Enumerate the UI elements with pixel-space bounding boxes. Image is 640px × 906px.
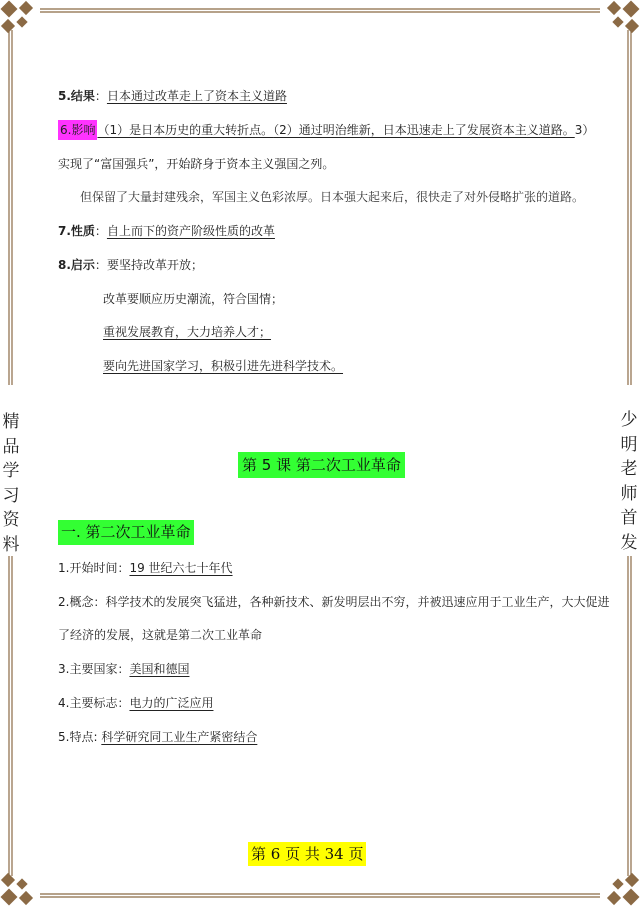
impact-part1: （1）是日本历史的重大转折点。 (97, 123, 274, 137)
start-time-label: 1.开始时间： (58, 561, 130, 575)
start-time-value: 19 世纪六七十年代 (129, 561, 233, 575)
country-label: 3.主要国家： (58, 662, 130, 676)
side-char: 习 (2, 485, 20, 506)
feature-line (58, 729, 257, 745)
side-char: 明 (620, 434, 638, 455)
side-char: 料 (2, 534, 20, 555)
nature-label: 7.性质 (58, 224, 95, 238)
insight-line: 8.启示：要坚持改革开放； (58, 258, 203, 272)
side-char: 老 (620, 459, 638, 479)
concept-line-1: 2.概念：科学技术的发展突飞猛进，各种新技术、新发明层出不穷，并被迅速应用于工业生产，大大促进 (58, 595, 610, 609)
insight-label: 8.启示 (58, 258, 95, 272)
side-char: 资 (2, 510, 20, 530)
side-char: 师 (620, 483, 638, 504)
nature-text: 自上而下的资产阶级性质的改革 (106, 224, 275, 238)
impact-label: 6.影响 (58, 120, 97, 140)
side-label-right (618, 408, 640, 555)
sign-label: 4.主要标志： (58, 696, 130, 710)
sign-value: 电力的广泛应用 (129, 696, 214, 710)
country-value: 美国和德国 (129, 662, 190, 676)
concept-line-2: 了经济的发展，这就是第二次工业革命 (58, 628, 263, 642)
insight-item: 改革要顺应历史潮流，符合国情； (103, 292, 284, 306)
side-label-left (0, 410, 22, 557)
result-line: 5.结果：日本通过改革走上了资本主义道路 (58, 89, 287, 103)
side-char: 品 (2, 436, 20, 457)
country-line (58, 661, 189, 677)
lesson-title: 第 5 课 第二次工业革命 (238, 452, 405, 478)
impact-line (58, 122, 594, 138)
side-char: 学 (2, 461, 20, 481)
insight-text: 要坚持改革开放； (106, 258, 203, 272)
side-char: 少 (620, 410, 638, 430)
impact-line-3: 但保留了大量封建残余，军国主义色彩浓厚。日本强大起来后，很快走了对外侵略扩张的道路。 (80, 190, 585, 204)
side-char: 首 (620, 508, 638, 528)
feature-value: 科学研究同工业生产紧密结合 (101, 730, 258, 744)
insight-item: 重视发展教育，大力培养人才； (103, 325, 272, 339)
nature-line: 7.性质：自上而下的资产阶级性质的改革 (58, 224, 275, 238)
impact-line-2: 实现了“富国强兵”，开始跻身于资本主义强国之列。 (58, 157, 335, 171)
result-text: 日本通过改革走上了资本主义道路 (106, 89, 287, 103)
result-label: 5.结果 (58, 89, 95, 103)
side-char: 发 (620, 532, 638, 553)
sign-line (58, 695, 213, 711)
section-title: 一. 第二次工业革命 (58, 520, 194, 545)
start-time-line (58, 560, 233, 576)
impact-part2: （2）通过明治维新，日本迅速走上了发展资本主义道路。 (273, 123, 575, 137)
page-number: 第 6 页 共 34 页 (248, 842, 366, 866)
insight-item: 要向先进国家学习，积极引进先进科学技术。 (103, 359, 344, 373)
side-char: 精 (2, 412, 20, 432)
feature-label: 5.特点: (58, 730, 102, 744)
impact-part3: 3） (574, 123, 595, 137)
